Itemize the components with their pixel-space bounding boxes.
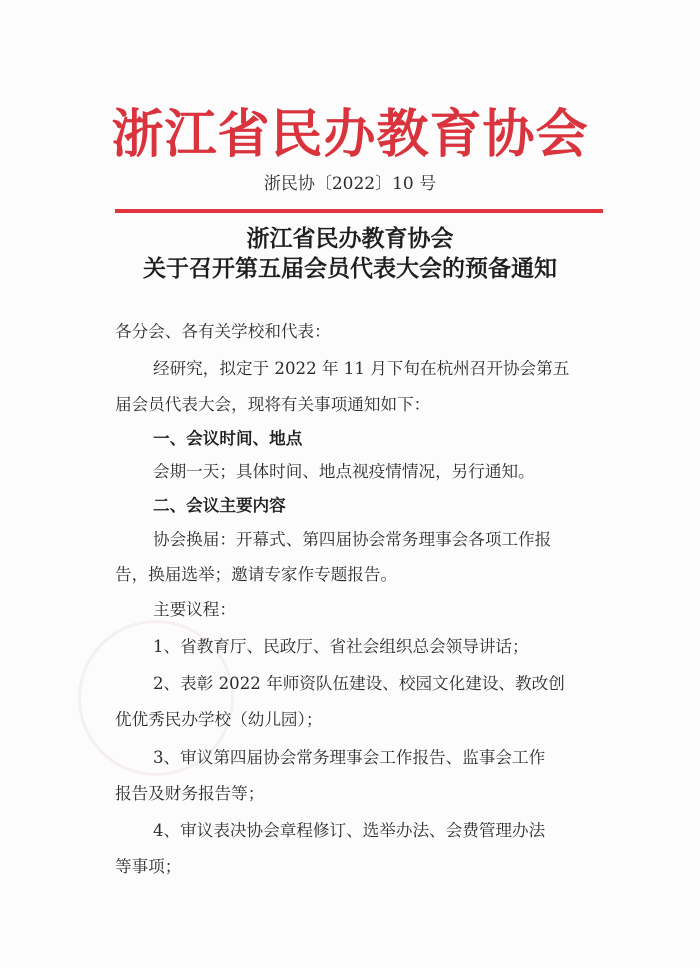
- section2-heading: 二、会议主要内容: [153, 495, 286, 515]
- agenda-item-4-line-2: 等事项；: [115, 857, 182, 876]
- section1-heading: 一、会议时间、地点: [153, 428, 303, 448]
- notice-title-line2: 关于召开第五届会员代表大会的预备通知: [143, 255, 557, 282]
- agenda-item-2-line-1: 2、表彰 2022 年师资队伍建设、校园文化建设、教改创: [153, 674, 565, 693]
- org-title: 浙江省民办教育协会: [111, 104, 589, 165]
- intro-line-1: 经研究，拟定于 2022 年 11 月下旬在杭州召开协会第五: [153, 359, 570, 378]
- document-number: 浙民协〔2022〕10 号: [263, 174, 437, 194]
- intro-line-2: 届会员代表大会，现将有关事项通知如下：: [115, 395, 431, 414]
- section2-line-1: 协会换届：开幕式、第四届协会常务理事会各项工作报: [153, 530, 552, 549]
- agenda-item-2-line-2: 优优秀民办学校（幼儿园）；: [115, 710, 323, 729]
- salutation: 各分会、各有关学校和代表：: [115, 322, 331, 341]
- agenda-item-4-line-1: 4、审议表决协会章程修订、选举办法、会费管理办法: [153, 821, 546, 840]
- red-divider: [115, 209, 603, 213]
- agenda-item-3-line-1: 3、审议第四届协会常务理事会工作报告、监事会工作: [153, 748, 546, 767]
- agenda-item-3-line-2: 报告及财务报告等；: [115, 784, 265, 803]
- agenda-item-1: 1、省教育厅、民政厅、省社会组织总会领导讲话；: [153, 637, 529, 656]
- agenda-label: 主要议程：: [153, 600, 236, 619]
- notice-title-line1: 浙江省民办教育协会: [246, 225, 454, 252]
- section1-text: 会期一天；具体时间、地点视疫情情况，另行通知。: [153, 462, 535, 481]
- section2-line-2: 告，换届选举；邀请专家作专题报告。: [115, 565, 398, 584]
